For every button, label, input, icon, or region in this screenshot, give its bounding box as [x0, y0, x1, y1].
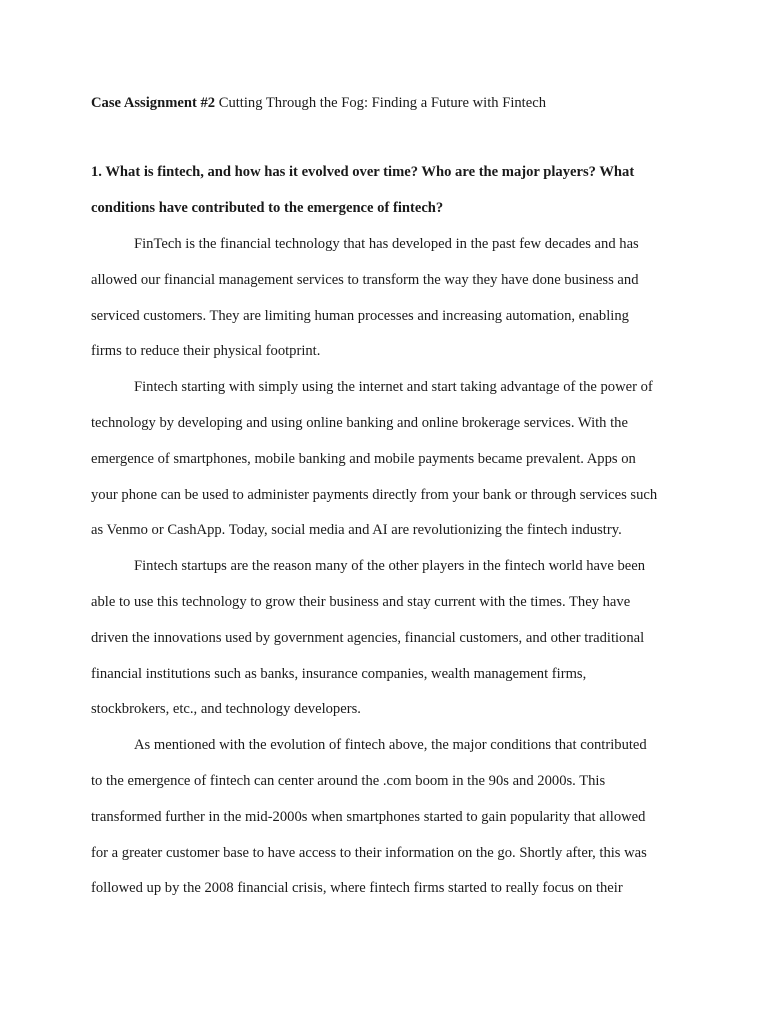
paragraph-3	[91, 549, 687, 728]
question-heading	[91, 155, 687, 227]
answer-body	[91, 227, 687, 907]
paragraph-4	[91, 728, 687, 907]
paragraph-line: as Venmo or CashApp. Today, social media and AI are revolutionizing the fintech industry.	[91, 522, 622, 539]
paragraph-line: your phone can be used to administer payments directly from your bank or through services such	[91, 486, 658, 503]
title-rest: Cutting Through the Fog: Finding a Future with Fintech	[215, 95, 546, 111]
paragraph-line: driven the innovations used by government agencies, financial customers, and other traditional	[91, 629, 645, 646]
paragraph-line: transformed further in the mid-2000s when smartphones started to gain popularity that allowed	[91, 808, 646, 825]
paragraph-line: FinTech is the financial technology that has developed in the past few decades and has	[134, 236, 639, 252]
paragraph-line: emergence of smartphones, mobile banking and mobile payments became prevalent. Apps on	[91, 450, 636, 467]
paragraph-line: able to use this technology to grow their business and stay current with the times. They have	[91, 593, 631, 610]
paragraph-line: to the emergence of fintech can center around the .com boom in the 90s and 2000s. This	[91, 772, 606, 789]
paragraph-line: for a greater customer base to have access to their information on the go. Shortly after, this was	[91, 844, 647, 861]
paragraph-line: As mentioned with the evolution of fintech above, the major conditions that contributed	[134, 737, 647, 754]
document-title	[91, 86, 687, 122]
question-line: 1. What is fintech, and how has it evolved over time? Who are the major players? What	[91, 164, 635, 180]
title-prefix: Case Assignment #2	[91, 95, 216, 111]
paragraph-line: followed up by the 2008 financial crisis, where fintech firms started to really focus on their	[91, 880, 623, 897]
paragraph-line: serviced customers. They are limiting human processes and increasing automation, enabling	[91, 307, 629, 324]
paragraph-line: financial institutions such as banks, insurance companies, wealth management firms,	[91, 665, 587, 682]
paragraph-line: Fintech starting with simply using the internet and start taking advantage of the power of	[134, 379, 653, 396]
question-line: conditions have contributed to the emergence of fintech?	[91, 199, 444, 216]
paragraph-2	[91, 370, 687, 549]
paragraph-line: technology by developing and using online banking and online brokerage services. With the	[91, 414, 628, 431]
paragraph-line: Fintech startups are the reason many of the other players in the fintech world have been	[134, 558, 646, 575]
paragraph-line: firms to reduce their physical footprint.	[91, 343, 321, 360]
paragraph-line: allowed our financial management services to transform the way they have done business and	[91, 271, 639, 288]
paragraph-1	[91, 227, 687, 370]
paragraph-line: stockbrokers, etc., and technology developers.	[91, 701, 361, 718]
